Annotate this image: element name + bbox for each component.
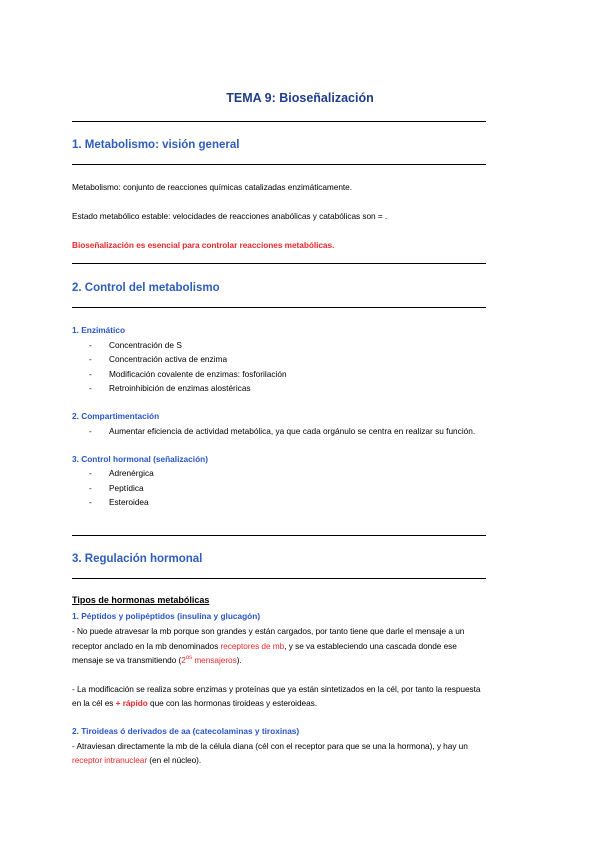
list-item: - Peptídica: [89, 483, 144, 493]
list-item: - Modificación covalente de enzimas: fosforilación: [89, 369, 287, 379]
list-item: - Aumentar eficiencia de actividad metabólica, ya que cada orgánulo se centra en realizar su función.: [89, 426, 476, 436]
list-item: - Esteroidea: [89, 497, 149, 507]
section-2-heading: 2. Control del metabolismo: [72, 282, 220, 294]
peptides-line-5: en la cél es + rápido que con las hormonas tiroideas y esteroideas.: [72, 698, 318, 708]
subsection-compartment: 2. Compartimentación: [72, 411, 160, 421]
peptides-line-2: receptor anclado en la mb denominados receptores de mb, y se va estableciendo una cascada donde ese: [72, 641, 457, 651]
divider: [72, 263, 486, 264]
paragraph-metabolism: Metabolismo: conjunto de reacciones químicas catalizadas enzimáticamente.: [72, 182, 352, 192]
peptides-line-3: mensaje se va transmitiendo ($2^{os}$ mensajeros).: [72, 655, 242, 665]
divider: [72, 535, 486, 536]
divider: [72, 307, 486, 308]
peptides-line-1: - No puede atravesar la mb porque son grandes y están cargados, por tanto tiene que darle el mensaje a un: [72, 626, 465, 636]
list-item: - Adrenérgica: [89, 468, 154, 478]
list-item: - Concentración activa de enzima: [89, 354, 228, 364]
paragraph-biosignaling: Bioseñalización es esencial para controlar reacciones metabólicas.: [72, 240, 335, 250]
list-item: - Retroinhibición de enzimas alostéricas: [89, 383, 251, 393]
peptides-line-4: - La modificación se realiza sobre enzimas y proteínas que ya están sintetizados en la cél, por tanto la respuesta: [72, 684, 481, 694]
thyroid-title: 2. Tiroideas ó derivados de aa (catecolaminas y tiroxinas): [72, 726, 300, 736]
subsection-hormonal-control: 3. Control hormonal (señalización): [72, 454, 208, 464]
divider: [72, 578, 486, 579]
thyroid-line-2: receptor intranuclear (en el núcleo).: [72, 755, 202, 765]
section-1-heading: 1. Metabolismo: visión general: [72, 139, 240, 151]
section-3-heading: 3. Regulación hormonal: [72, 553, 203, 565]
divider: [72, 121, 486, 122]
subsection-enzymatic: 1. Enzimático: [72, 325, 126, 335]
list-item: - Concentración de S: [89, 340, 182, 350]
peptides-title: 1. Péptidos y polipéptidos (insulina y glucagón): [72, 611, 261, 621]
divider: [72, 164, 486, 165]
hormone-types-title: Tipos de hormonas metabólicas: [72, 595, 210, 605]
thyroid-line-1: - Atraviesan directamente la mb de la célula diana (cél con el receptor para que se una la hormona), y hay un: [72, 741, 468, 751]
paragraph-stable-state: Estado metabólico estable: velocidades de reacciones anabólicas y catabólicas son = .: [72, 211, 388, 221]
page-title: TEMA 9: Bioseñalización: [226, 91, 374, 105]
